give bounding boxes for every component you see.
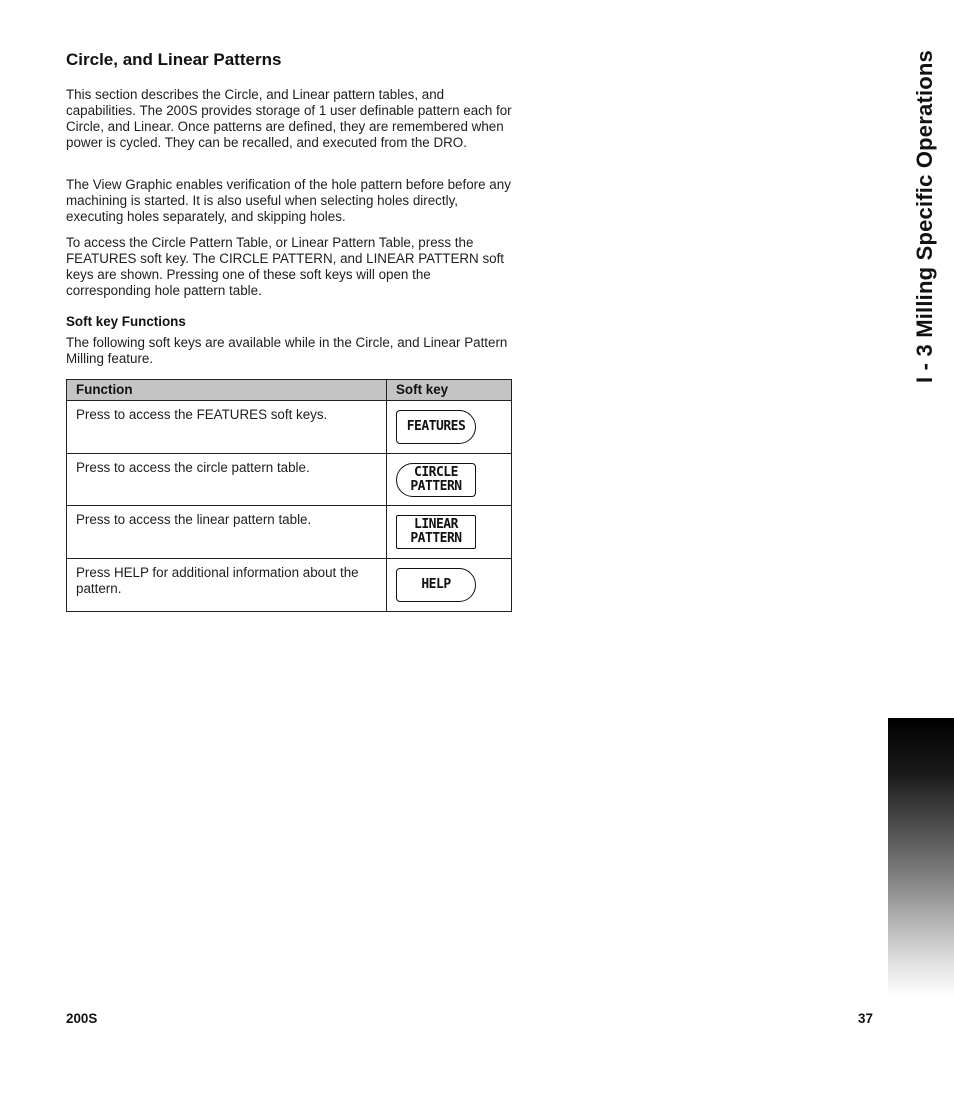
chapter-side-title: I - 3 Milling Specific Operations [912, 50, 937, 383]
footer-product-name: 200S [66, 1011, 98, 1026]
function-description: Press to access the circle pattern table. [67, 454, 387, 506]
softkey-cell [387, 506, 511, 558]
circle-pattern-softkey[interactable] [396, 463, 476, 497]
linear-pattern-softkey[interactable] [396, 515, 476, 549]
view-graphic-paragraph: The View Graphic enables verification of the hole pattern before before any machining is started. It is also useful when selecting holes directly, executing holes separately, and skipping holes. [66, 177, 511, 224]
function-description: Press HELP for additional information about the pattern. [67, 559, 387, 612]
softkey-label: CIRCLE [414, 464, 458, 480]
table-header-row [67, 380, 511, 401]
chapter-tab-gradient [888, 718, 954, 996]
function-description: Press to access the FEATURES soft keys. [67, 401, 387, 453]
softkey-label: PATTERN [410, 478, 462, 494]
table-row [67, 454, 511, 507]
softkey-functions-heading: Soft key Functions [66, 314, 186, 329]
softkey-label: LINEAR [414, 517, 458, 533]
function-description: Press to access the linear pattern table. [67, 506, 387, 558]
softkey-label: PATTERN [410, 531, 462, 547]
softkey-cell [387, 454, 511, 506]
section-heading: Circle, and Linear Patterns [66, 50, 282, 69]
softkey-cell [387, 401, 511, 453]
intro-paragraph: This section describes the Circle, and Linear pattern tables, and capabilities. The 200S provides storage of 1 user definable pattern each for Circle, and Linear. Once patterns are defined, they are remembered when power is cycled. They can be recalled, and executed from the DRO. [66, 87, 512, 150]
softkey-cell [387, 559, 511, 612]
footer-page-number: 37 [858, 1011, 873, 1026]
softkey-table [66, 379, 512, 612]
table-row [67, 559, 511, 612]
features-softkey[interactable] [396, 410, 476, 444]
help-softkey[interactable] [396, 568, 476, 602]
softkey-intro-paragraph: The following soft keys are available while in the Circle, and Linear Pattern Milling feature. [66, 335, 508, 366]
access-paragraph: To access the Circle Pattern Table, or Linear Pattern Table, press the FEATURES soft key. The CIRCLE PATTERN, and LINEAR PATTERN soft keys are shown. Pressing one of these soft keys will open the corresponding hole pattern table. [66, 235, 505, 298]
softkey-label: HELP [421, 576, 451, 592]
table-row [67, 506, 511, 559]
header-softkey: Soft key [396, 382, 449, 397]
table-row [67, 401, 511, 454]
softkey-label: FEATURES [406, 419, 466, 434]
header-function: Function [67, 380, 387, 400]
